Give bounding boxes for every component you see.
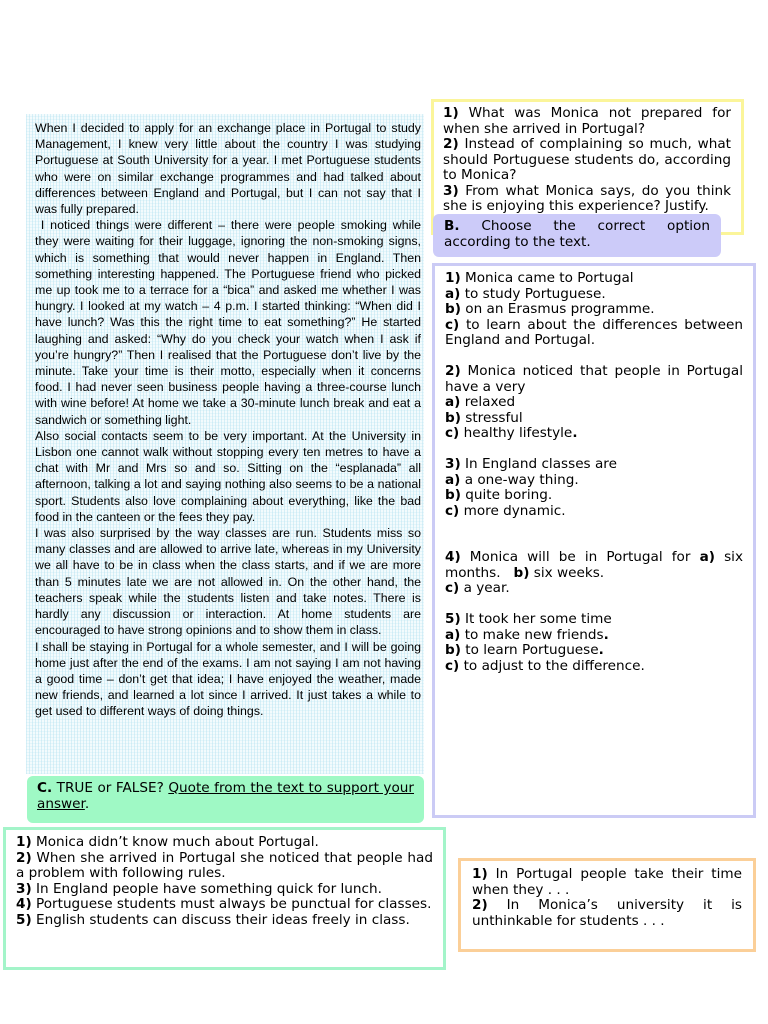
option-key: a) [445, 285, 461, 302]
statement-text: Monica didn’t know much about Portugal. [31, 834, 319, 850]
question-text: Monica came to Portugal [460, 270, 634, 286]
option-key: a) [445, 394, 461, 410]
mc-option [445, 395, 743, 411]
option-key: c) [445, 657, 460, 674]
mc-option [445, 473, 743, 489]
mc-option [445, 411, 743, 427]
section-b-letter: B. [444, 218, 460, 234]
passage-paragraph-4: I was also surprised by the way classes are run. Students miss so many classes and are allowed to arrive late, whereas in my University we all have to be in class when the class starts, and if we are more than 5 minutes late we are not allowed in. On the other hand, the teachers speak while the students listen and take notes. There is hardly any discussion or interaction. At home students are encouraged to have strong opinions and to show them in class. [35, 526, 421, 638]
passage-paragraph-3: Also social contacts seem to be very important. At the University in Lisbon one cannot walk without stopping every ten metres to have a chat with Mr and Mrs so and so. Sitting on the “esplanada” all afternoon, talking a lot and saying nothing also seems to be a national sport. Students also love complaining about everything, like the bad food in the canteen or the fees they pay. [35, 428, 421, 524]
mc-option [445, 643, 743, 659]
mc-question-stem [445, 364, 743, 395]
option-end-mark: . [598, 642, 604, 658]
sentence-completion-box [458, 858, 756, 952]
option-text: a one-way thing. [460, 471, 579, 488]
question-number: 4) [445, 549, 461, 565]
statement-number: 1) [16, 834, 32, 850]
question-text: Instead of complaining so much, what should Portuguese students do, according to Monica? [443, 136, 731, 183]
statement-number: 2) [16, 849, 32, 866]
question-text: From what Monica says, do you think she is enjoying this experience? Justify. [443, 182, 731, 214]
statement-text: Portuguese students must always be punctual for classes. [31, 896, 432, 912]
option-key: a) [699, 549, 715, 565]
option-text: six weeks. [529, 564, 605, 581]
section-c-letter: C. [37, 780, 53, 796]
option-text: to study Portuguese. [460, 285, 606, 302]
section-a-question [443, 137, 731, 184]
option-text: quite boring. [460, 487, 553, 503]
option-text: more dynamic. [459, 502, 566, 519]
question-text: What was Monica not prepared for when she arrived in Portugal? [443, 106, 731, 137]
passage-paragraph-5: I shall be staying in Portugal for a whole semester, and I will be going home just after the end of the exams. I am not saying I am not having a good time – don’t get that idea; I have enjoyed the weather, made new friends, and learned a lot since I arrived. It just takes a while to get used to different ways of doing things. [35, 639, 421, 719]
mc-option [445, 426, 743, 442]
mc-option [445, 628, 743, 644]
option-text: six months. [445, 549, 743, 581]
item-number: 2) [472, 897, 488, 913]
section-c-instruction: TRUE or FALSE? [52, 780, 169, 796]
option-text: stressful [460, 409, 523, 426]
option-end-mark: . [572, 425, 578, 441]
question-text: Monica will be in Portugal for [460, 549, 700, 565]
option-key: c) [445, 425, 460, 441]
option-key: b) [445, 642, 461, 658]
section-b-instruction: Choose the correct option according to the text. [444, 218, 715, 250]
option-key: c) [445, 502, 460, 519]
question-text: Monica noticed that people in Portugal have a very [445, 363, 743, 395]
statement-number: 3) [16, 880, 32, 897]
option-key: b) [445, 487, 461, 503]
option-text: to learn Portuguese [460, 642, 599, 658]
true-false-statement [16, 882, 433, 898]
question-text: In England classes are [460, 456, 617, 472]
question-number: 3) [445, 456, 461, 472]
statement-text: When she arrived in Portugal she noticed that people had a problem with following rules. [16, 849, 433, 881]
mc-question-stem [445, 457, 743, 473]
section-a-question [443, 106, 731, 137]
true-false-statement [16, 897, 433, 913]
mc-option [445, 581, 743, 597]
item-text: In Portugal people take their time when they . . . [472, 866, 742, 898]
option-text: to make new friends [460, 626, 604, 643]
option-text: to adjust to the difference. [459, 657, 645, 674]
option-key: c) [445, 580, 460, 596]
passage-paragraph-2: I noticed things were different – there were people smoking while they were waiting for their luggage, ignoring the non-smoking signs, which is something that would never happen in England. Then something interesting happened. The Portuguese friend who picked me up took me to a terrace for a “bica” and asked me whether I was hungry. I looked at my watch – 4 p.m. I started thinking: “When did I have lunch? Was this the right time to eat something?” He started laughing and asked: “Why do you check your watch when I ask if you’re hungry?” Then I realised that the Portuguese don’t live by the minute. Take your time is their motto, especially when it concerns food. I had never seen business people having a three-course lunch with wine before! At home we take a 30-minute lunch break and eat a sandwich or something light. [35, 218, 425, 427]
statement-number: 4) [16, 896, 32, 912]
option-text: to learn about the differences between England and Portugal. [445, 316, 743, 348]
mc-option [445, 504, 743, 520]
section-c-header [27, 776, 424, 823]
statement-number: 5) [16, 911, 32, 928]
section-a-question [443, 184, 731, 215]
section-c-instruction-end: . [84, 796, 90, 812]
section-b-multiple-choice-box [432, 263, 756, 818]
question-text: It took her some time [460, 611, 612, 627]
section-b-header [433, 214, 721, 257]
option-key: b) [513, 564, 530, 581]
item-number: 1) [472, 866, 488, 882]
question-number: 2) [443, 136, 459, 152]
mc-option [445, 488, 743, 504]
option-text: healthy lifestyle [459, 425, 573, 441]
option-key: c) [445, 316, 460, 333]
option-text: on an Erasmus programme. [460, 301, 655, 317]
question-number: 1) [445, 270, 461, 286]
mc-option [445, 302, 743, 318]
option-end-mark: . [603, 626, 609, 643]
question-number: 5) [445, 611, 461, 627]
section-c-instruction-underlined: Quote from the text to support your answer [37, 780, 414, 812]
option-key: a) [445, 626, 461, 643]
question-number: 1) [443, 106, 459, 121]
section-c-true-false-box [3, 827, 446, 970]
option-text: relaxed [460, 394, 516, 410]
reading-passage [26, 114, 424, 774]
mc-option [445, 659, 743, 675]
mc-option [445, 318, 743, 349]
option-key: b) [445, 409, 461, 426]
option-key: a) [445, 471, 461, 488]
passage-paragraph-1: When I decided to apply for an exchange place in Portugal to study Management, I knew very little about the country I was studying Portuguese at South University for a year. I met Portuguese students who were on similar exchange programmes and had talked about differences between England and Portugal, but I can not say that I was fully prepared. [35, 121, 421, 217]
mc-option [445, 287, 743, 303]
mc-question-stem [445, 271, 743, 287]
mc-question-stem [445, 612, 743, 628]
statement-text: English students can discuss their ideas freely in class. [31, 911, 410, 928]
true-false-statement [16, 835, 433, 851]
completion-item [472, 867, 742, 898]
option-text: a year. [459, 580, 510, 596]
completion-item [472, 898, 742, 929]
mc-question-stem [445, 550, 743, 581]
question-number: 3) [443, 182, 459, 199]
option-key: b) [445, 301, 461, 317]
item-text: In Monica’s university it is unthinkable for students . . . [472, 897, 742, 929]
true-false-statement [16, 851, 433, 882]
question-number: 2) [445, 363, 461, 379]
true-false-statement [16, 913, 433, 929]
section-a-question-list [443, 106, 731, 214]
statement-text: In England people have something quick for lunch. [31, 880, 382, 897]
